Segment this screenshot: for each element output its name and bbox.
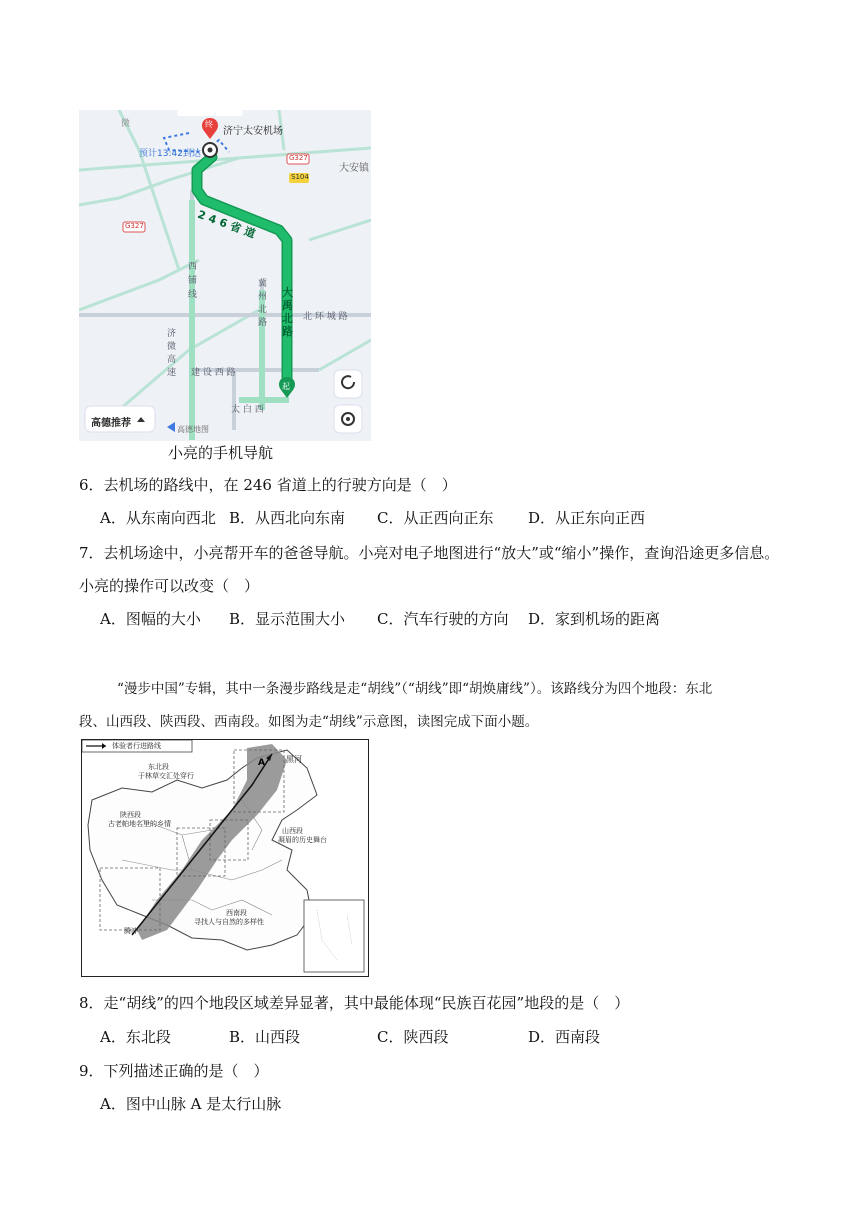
q8-option-a[interactable]: A．东北段: [100, 1028, 171, 1046]
q8-option-d[interactable]: D．西南段: [528, 1028, 601, 1046]
s104-label: S104: [291, 173, 309, 181]
g327-label-east: G327: [289, 154, 308, 162]
south-china-sea-inset: [304, 900, 364, 972]
jibei-road-label: 冀 州 北 路: [258, 279, 268, 328]
eta-label: 预计13:42到达: [139, 149, 201, 159]
q6-option-b[interactable]: B．从西北向东南: [229, 509, 346, 527]
intro-line1: “漫步中国”专辑，其中一条漫步路线是走“胡线”（“胡线”即“胡焕庸线”）。该路线分为四个地段：东北: [117, 681, 713, 697]
question-8-stem: 8．走“胡线”的四个地段区域差异显著，其中最能体现“民族百花园”地段的是（ ）: [79, 994, 630, 1012]
recommend-label: 高德推荐: [91, 418, 131, 429]
map-caption: 小亮的手机导航: [168, 444, 274, 462]
xipu-line-label: 西 铺 线: [188, 262, 198, 300]
legend-label: 体验者行进路线: [112, 742, 161, 750]
daan-label: 大安镇: [339, 163, 369, 174]
jiwei-expressway-label: 济 微 高 速: [167, 329, 177, 378]
q7-option-a[interactable]: A．图幅的大小: [100, 610, 201, 628]
q6-option-a[interactable]: A．从东南向西北: [100, 509, 216, 527]
q7-option-c[interactable]: C．汽车行驶的方向: [377, 610, 509, 628]
question-7-stem-line2: 小亮的操作可以改变（ ）: [79, 577, 260, 595]
q8-option-b[interactable]: B．山西段: [229, 1028, 301, 1046]
road-246-label: 2 4 6 省 道: [195, 207, 257, 241]
beihuan-road-label: 北 环 城 路: [303, 312, 348, 322]
amap-logo-label: 高德地图: [177, 425, 209, 434]
northeast-section-desc: 于林草交汇处穿行: [138, 772, 194, 780]
question-9-stem: 9．下列描述正确的是（ ）: [79, 1062, 269, 1080]
shanxi-section-title: 山西段: [282, 827, 303, 835]
shaanxi-section-title: 陕西段: [120, 811, 141, 819]
g327-label-west: G327: [125, 222, 144, 230]
q8-option-c[interactable]: C．陕西段: [377, 1028, 449, 1046]
southwest-section-desc: 寻找人与自然的多样性: [194, 918, 264, 926]
q7-option-d[interactable]: D．家到机场的距离: [528, 610, 661, 628]
refresh-button[interactable]: [334, 370, 362, 398]
mountain-a-label: A: [258, 758, 265, 768]
navigation-map: [79, 110, 371, 441]
destination-marker: 终: [205, 120, 213, 129]
question-7-stem-line1: 7．去机场途中，小亮帮开车的爸爸导航。小亮对电子地图进行“放大”或“缩小”操作，查询沿途更多信息。: [79, 544, 780, 562]
navigation-map-graphic: [79, 110, 371, 441]
q6-option-c[interactable]: C．从正西向正东: [377, 509, 494, 527]
destination-label: 济宁太安机场: [223, 126, 283, 137]
southwest-section-title: 西南段: [226, 909, 247, 917]
taibai-road-label: 太 白 西: [231, 405, 264, 415]
q6-option-d[interactable]: D．从正东向正西: [528, 509, 646, 527]
northeast-section-title: 东北段: [148, 763, 169, 771]
q9-option-a[interactable]: A．图中山脉 A 是太行山脉: [100, 1095, 282, 1113]
heihe-label: 黑河: [286, 755, 302, 764]
q7-option-b[interactable]: B．显示范围大小: [229, 610, 346, 628]
jianshe-road-label: 建 设 西 路: [191, 368, 236, 378]
shaanxi-section-desc: 古老帕地名里的乡情: [108, 820, 171, 828]
dayu-road-label: 大 禹 北 路: [282, 286, 293, 338]
question-6-stem: 6．去机场的路线中，在 246 省道上的行驶方向是（ ）: [79, 476, 457, 494]
intro-line2: 段、山西段、陕西段、西南段。如图为走“胡线”示意图，读图完成下面小题。: [79, 714, 539, 730]
start-marker: 起: [282, 382, 290, 391]
shanxi-section-desc: 凝眉的历史舞台: [278, 836, 327, 844]
hu-line-map-graphic: [82, 740, 367, 975]
wei-label: 微: [121, 119, 131, 129]
tengchong-label: 腾冲: [124, 927, 138, 935]
hu-line-map: [81, 739, 369, 977]
